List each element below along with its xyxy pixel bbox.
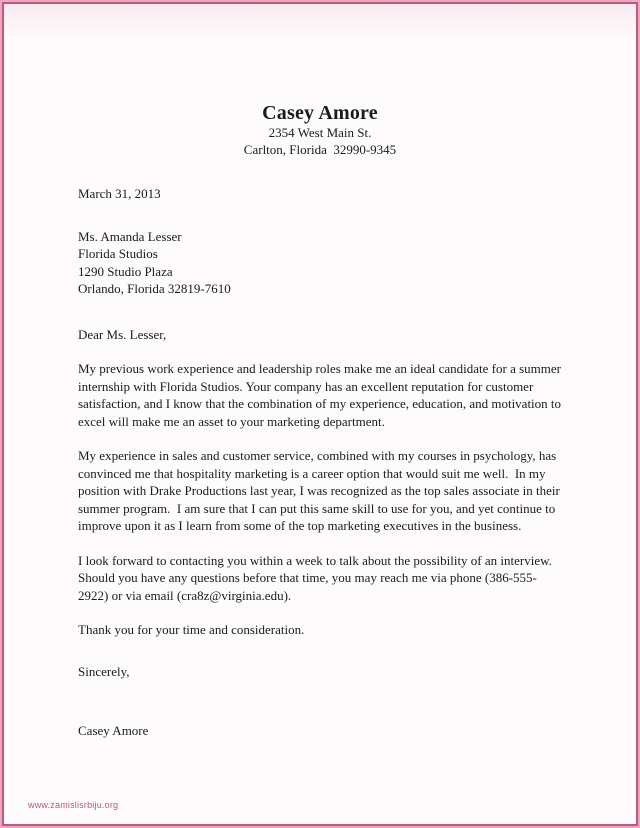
body-paragraph-2: My experience in sales and customer service, combined with my courses in psychology, has convinced me that hospitality marketing is a career option that would suit me well. In my position with Drake Productions last year, I was recognized as the top sales associate in their summer program. I am sure that I can put this same skill to use for you, and yet continue to improve upon it as I learn from some of the top marketing executives in the business. [78, 448, 564, 533]
letter-paper [2, 2, 638, 826]
date-line: March 31, 2013 [78, 186, 161, 201]
recipient-name: Ms. Amanda Lesser [78, 228, 182, 244]
salutation: Dear Ms. Lesser, [78, 326, 167, 342]
sender-address-street: 2354 West Main St. [268, 125, 372, 140]
letter-body [4, 185, 636, 740]
sender-address-city: Carlton, Florida 32990-9345 [243, 141, 397, 157]
recipient-street: 1290 Studio Plaza [78, 263, 173, 279]
recipient-block [78, 228, 566, 298]
recipient-city: Orlando, Florida 32819-7610 [78, 281, 231, 296]
body-paragraph-3: I look forward to contacting you within a week to talk about the possibility of an interview. Should you have any questions before that time, you may reach me via phone (386-555-2922) or via email (cra8z@virginia.edu). [78, 552, 556, 603]
signature-name: Casey Amore [78, 723, 149, 738]
body-paragraph-1: My previous work experience and leadership roles make me an ideal candidate for a summer internship with Florida Studios. Your company has an excellent reputation for customer satisfaction, and I know that the combination of my experience, education, and motivation to excel will make me an asset to your marketing department. [78, 361, 565, 429]
recipient-company: Florida Studios [78, 246, 158, 261]
letter-header [4, 102, 636, 158]
closing: Sincerely, [78, 663, 130, 679]
top-tint-decoration [4, 4, 636, 38]
watermark-url: www.zamislisrbiju.org [28, 800, 119, 810]
sender-name: Casey Amore [262, 102, 378, 124]
body-paragraph-4: Thank you for your time and consideration. [78, 622, 305, 637]
